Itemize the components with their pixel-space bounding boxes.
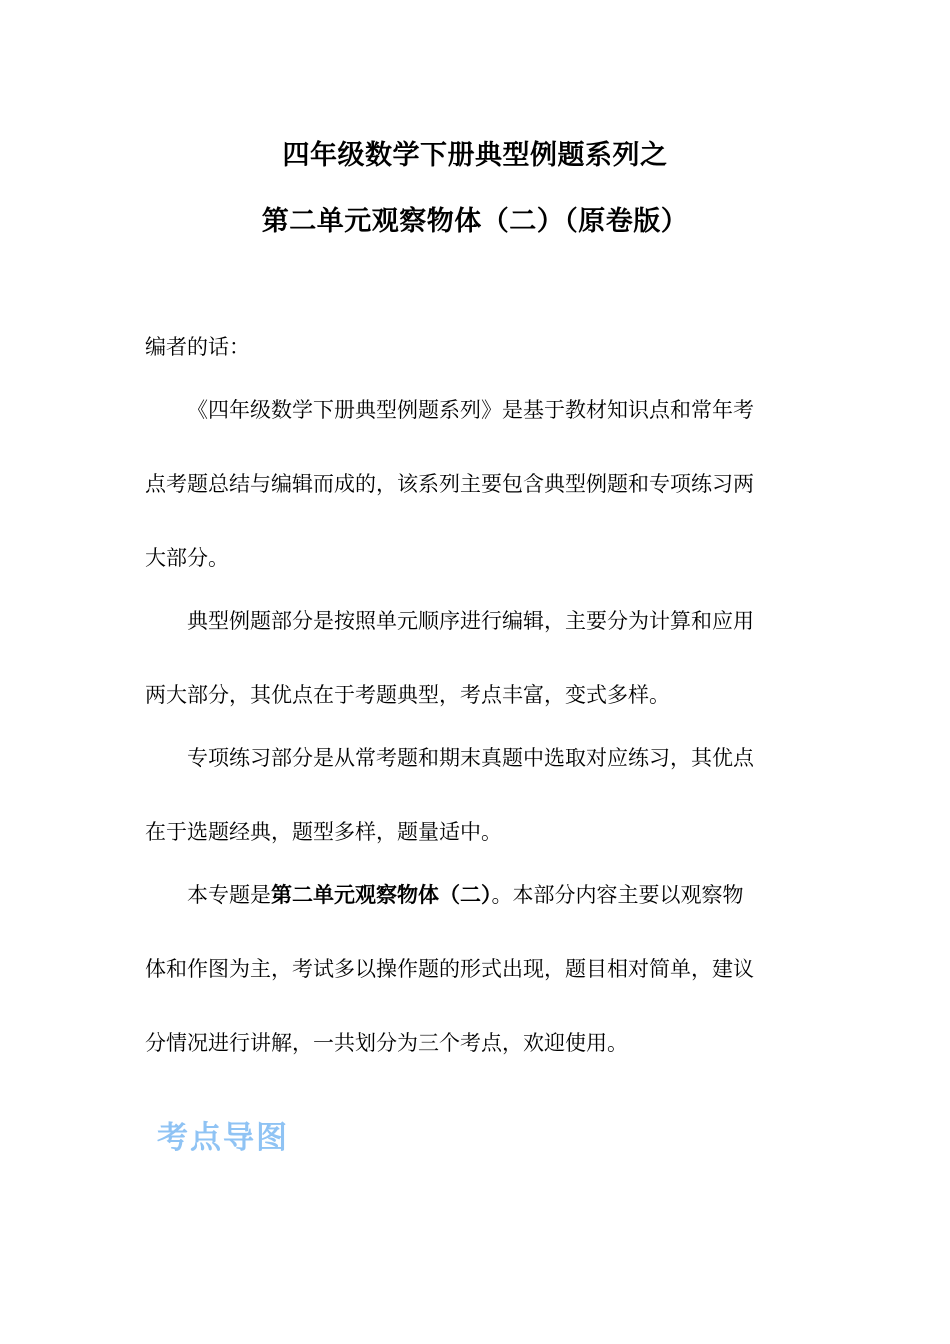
paragraph-4-prefix: 本专题是: [187, 883, 271, 907]
paragraph-4-suffix: 。本部分内容主要以观察物: [491, 883, 744, 907]
paragraph-3-line-2: 在于选题经典，题型多样，题量适中。: [145, 820, 502, 844]
paragraph-4-line-3: 分情况进行讲解，一共划分为三个考点，欢迎使用。: [145, 1031, 628, 1055]
paragraph-4-topic: 第二单元观察物体（二）: [271, 883, 492, 907]
section-heading-mind-map: 考点导图: [157, 1120, 289, 1156]
paragraph-2-line-2: 两大部分，其优点在于考题典型，考点丰富，变式多样。: [145, 683, 670, 707]
document-title-line-2: 第二单元观察物体（二）（原卷版）: [261, 206, 689, 237]
document-title-line-1: 四年级数学下册典型例题系列之: [282, 140, 668, 171]
paragraph-4-line-2: 体和作图为主，考试多以操作题的形式出现，题目相对简单，建议: [145, 957, 754, 981]
paragraph-1-line-1: 《四年级数学下册典型例题系列》是基于教材知识点和常年考: [187, 398, 754, 422]
paragraph-4-line-1: [145, 881, 795, 909]
paragraph-1-line-2: 点考题总结与编辑而成的，该系列主要包含典型例题和专项练习两: [145, 472, 754, 496]
paragraph-3-line-1: 专项练习部分是从常考题和期末真题中选取对应练习，其优点: [187, 746, 754, 770]
paragraph-2-line-1: 典型例题部分是按照单元顺序进行编辑，主要分为计算和应用: [187, 609, 754, 633]
paragraph-1-line-3: 大部分。: [145, 546, 229, 570]
preface-label: 编者的话：: [145, 335, 250, 359]
